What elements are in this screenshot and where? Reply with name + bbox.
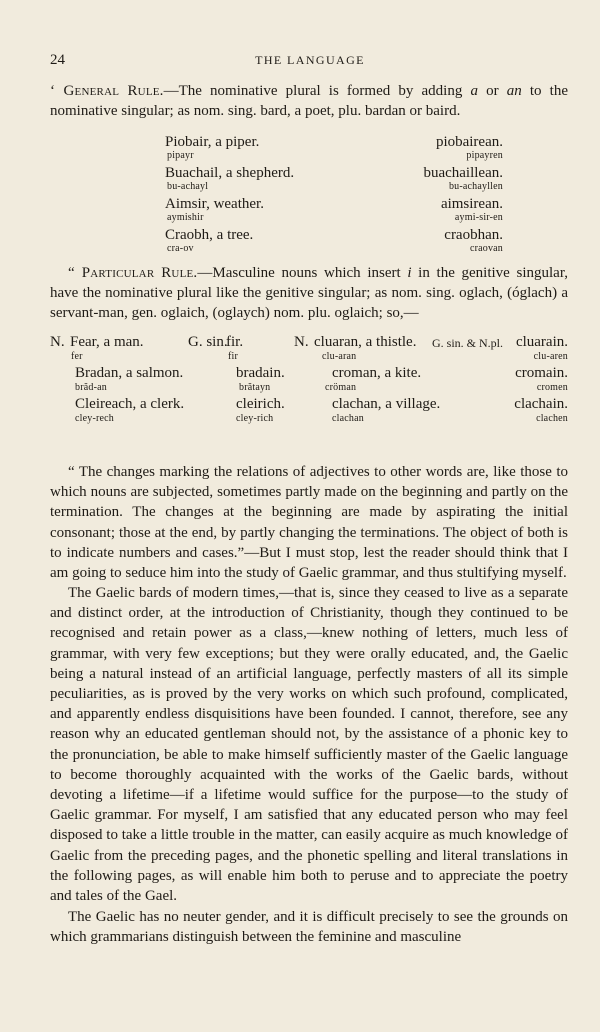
right-phonetic: clachan [332,413,364,424]
running-head: THE LANGUAGE [255,53,365,67]
term-a: a [470,83,478,99]
left-noun-label: N. [50,334,65,350]
left-genitive-label: G. sin. [188,334,228,350]
modern-bards-paragraph: The Gaelic bards of modern times,—that is, since they ceased to live as a separate and distinct order, at the introduction of Christianity, though they continued to be recognised and retain power as a class,—knew nothing of letters, much less of grammar, with very few exceptions; but they were orally educated, and, the Gaelic being a natural instead of an artificial language, perfectly masters of all its simple peculiarities, as is proved by the very works on which such profound, complicated, and apparently endless disquisitions have been founded. I cannot, therefore, see any reason why an educated gentleman should not, by the assistance of a phonic key to the pronunciation, be able to make himself sufficiently master of the Gaelic language to become thoroughly acquainted with the works of the Gaelic bards, without devoting a lifetime—if a lifetime would suffice for the purpose—to the study of Gaelic grammar. For myself, I am satisfied that any educated person who may feel disposed to take a little trouble in the matter, can easily acquire as much knowledge of Gaelic from the preceding pages, and the phonetic spelling and literal translations in the following pages, as will enable him both to peruse and to appreciate the poetry and tales of the Gael. [50,585,568,905]
left-word: Bradan, a salmon. [75,365,184,381]
right-phonetic: clu-aran [322,351,357,362]
particular-rule-text-2: in the genitive singular, have the nominative plural like the genitive singular; as nom. sing. oglach, (óglach) a servant-man, gen. oglaich, (oglaych) nom. plu. oglaich; so,— [50,265,568,322]
term-an: an [506,83,522,99]
general-rule-end: to the nominative singular; as nom. sing. bard, a poet, plu. bardan or baird. [50,83,568,120]
general-rule-lead: ‘ General Rule. [50,83,164,99]
right-form: cromain. [515,365,568,381]
left-genitive-phonetic: cley-rich [236,413,274,424]
singular-word: Aimsir, weather. [165,196,264,212]
page-header [50,52,570,72]
singular-phonetic: aymishir [167,212,204,223]
plural-examples [165,134,503,260]
plural-example-row [165,196,503,226]
plural-word: aimsirean. [440,196,503,212]
noun-example-row [50,365,568,395]
plural-word: craobhan. [444,227,503,243]
particular-rule-lead: “ Particular Rule. [68,265,198,281]
plural-phonetic: pipayren [466,150,503,161]
noun-examples [50,334,568,430]
plural-phonetic: aymi-sir-en [454,212,503,223]
right-phonetic: cröman [325,382,357,393]
right-form-phonetic: clachen [536,413,568,424]
singular-phonetic: cra-ov [167,243,194,254]
plural-word: buachaillean. [423,165,503,181]
right-form-phonetic: clu-aren [533,351,568,362]
right-form: clachain. [514,396,568,412]
right-word: croman, a kite. [332,365,422,381]
right-word: cluaran, a thistle. [314,334,417,350]
plural-example-row [165,134,503,164]
left-phonetic: fer [71,351,83,362]
left-word: Fear, a man. [70,334,144,350]
particular-rule-paragraph [50,263,568,324]
left-genitive-phonetic: brătayn [239,382,271,393]
singular-word: Buachail, a shepherd. [165,165,295,181]
singular-phonetic: pipayr [167,150,194,161]
singular-phonetic: bu-achayl [167,181,209,192]
left-genitive-phonetic: fir [228,351,239,362]
plural-phonetic: craovan [469,243,503,254]
left-word: Cleireach, a clerk. [75,396,185,412]
right-noun-label: N. [294,334,309,350]
noun-example-row [50,334,568,364]
plural-word: piobairean. [435,134,503,150]
singular-word: Craobh, a tree. [165,227,254,243]
plural-example-row [165,165,503,195]
right-form-phonetic: cromen [536,382,568,393]
term-i: i [407,265,412,281]
plural-example-row [165,227,503,257]
general-rule-paragraph [50,81,568,121]
right-genitive-plural-label: G. sin. & N.pl. [432,336,504,350]
general-rule-text: —The nominative plural is formed by adding [163,83,471,99]
particular-rule-text-1: —Masculine nouns which insert [197,265,408,281]
plural-phonetic: bu-achayllen [448,181,503,192]
singular-word: Piobair, a piper. [165,134,260,150]
noun-example-row [50,396,568,426]
page-number: 24 [50,52,65,68]
neuter-gender-paragraph: The Gaelic has no neuter gender, and it is difficult precisely to see the grounds on which grammarians distinguish between the feminine and masculine [50,909,568,946]
left-phonetic: cley-rech [75,413,114,424]
left-phonetic: brăd-an [75,382,107,393]
left-genitive: bradain. [236,365,285,381]
right-form: cluarain. [515,334,568,350]
general-rule-mid: or [477,83,507,99]
left-genitive: cleirich. [236,396,285,412]
right-word: clachan, a village. [332,396,441,412]
left-genitive: fir. [226,334,244,350]
adjective-changes-paragraph: “ The changes marking the relations of adjectives to other words are, like those to which nouns are subjected, sometimes partly made on the beginning and partly on the termination. The changes at the beginning are made by aspirating the initial consonant; those at the end, by partly changing the terminations. The object of both is to indicate numbers and cases.”—But I must stop, lest the reader should think that I am going to seduce him into the study of Gaelic grammar, and thus stultifying myself. [50,464,568,582]
